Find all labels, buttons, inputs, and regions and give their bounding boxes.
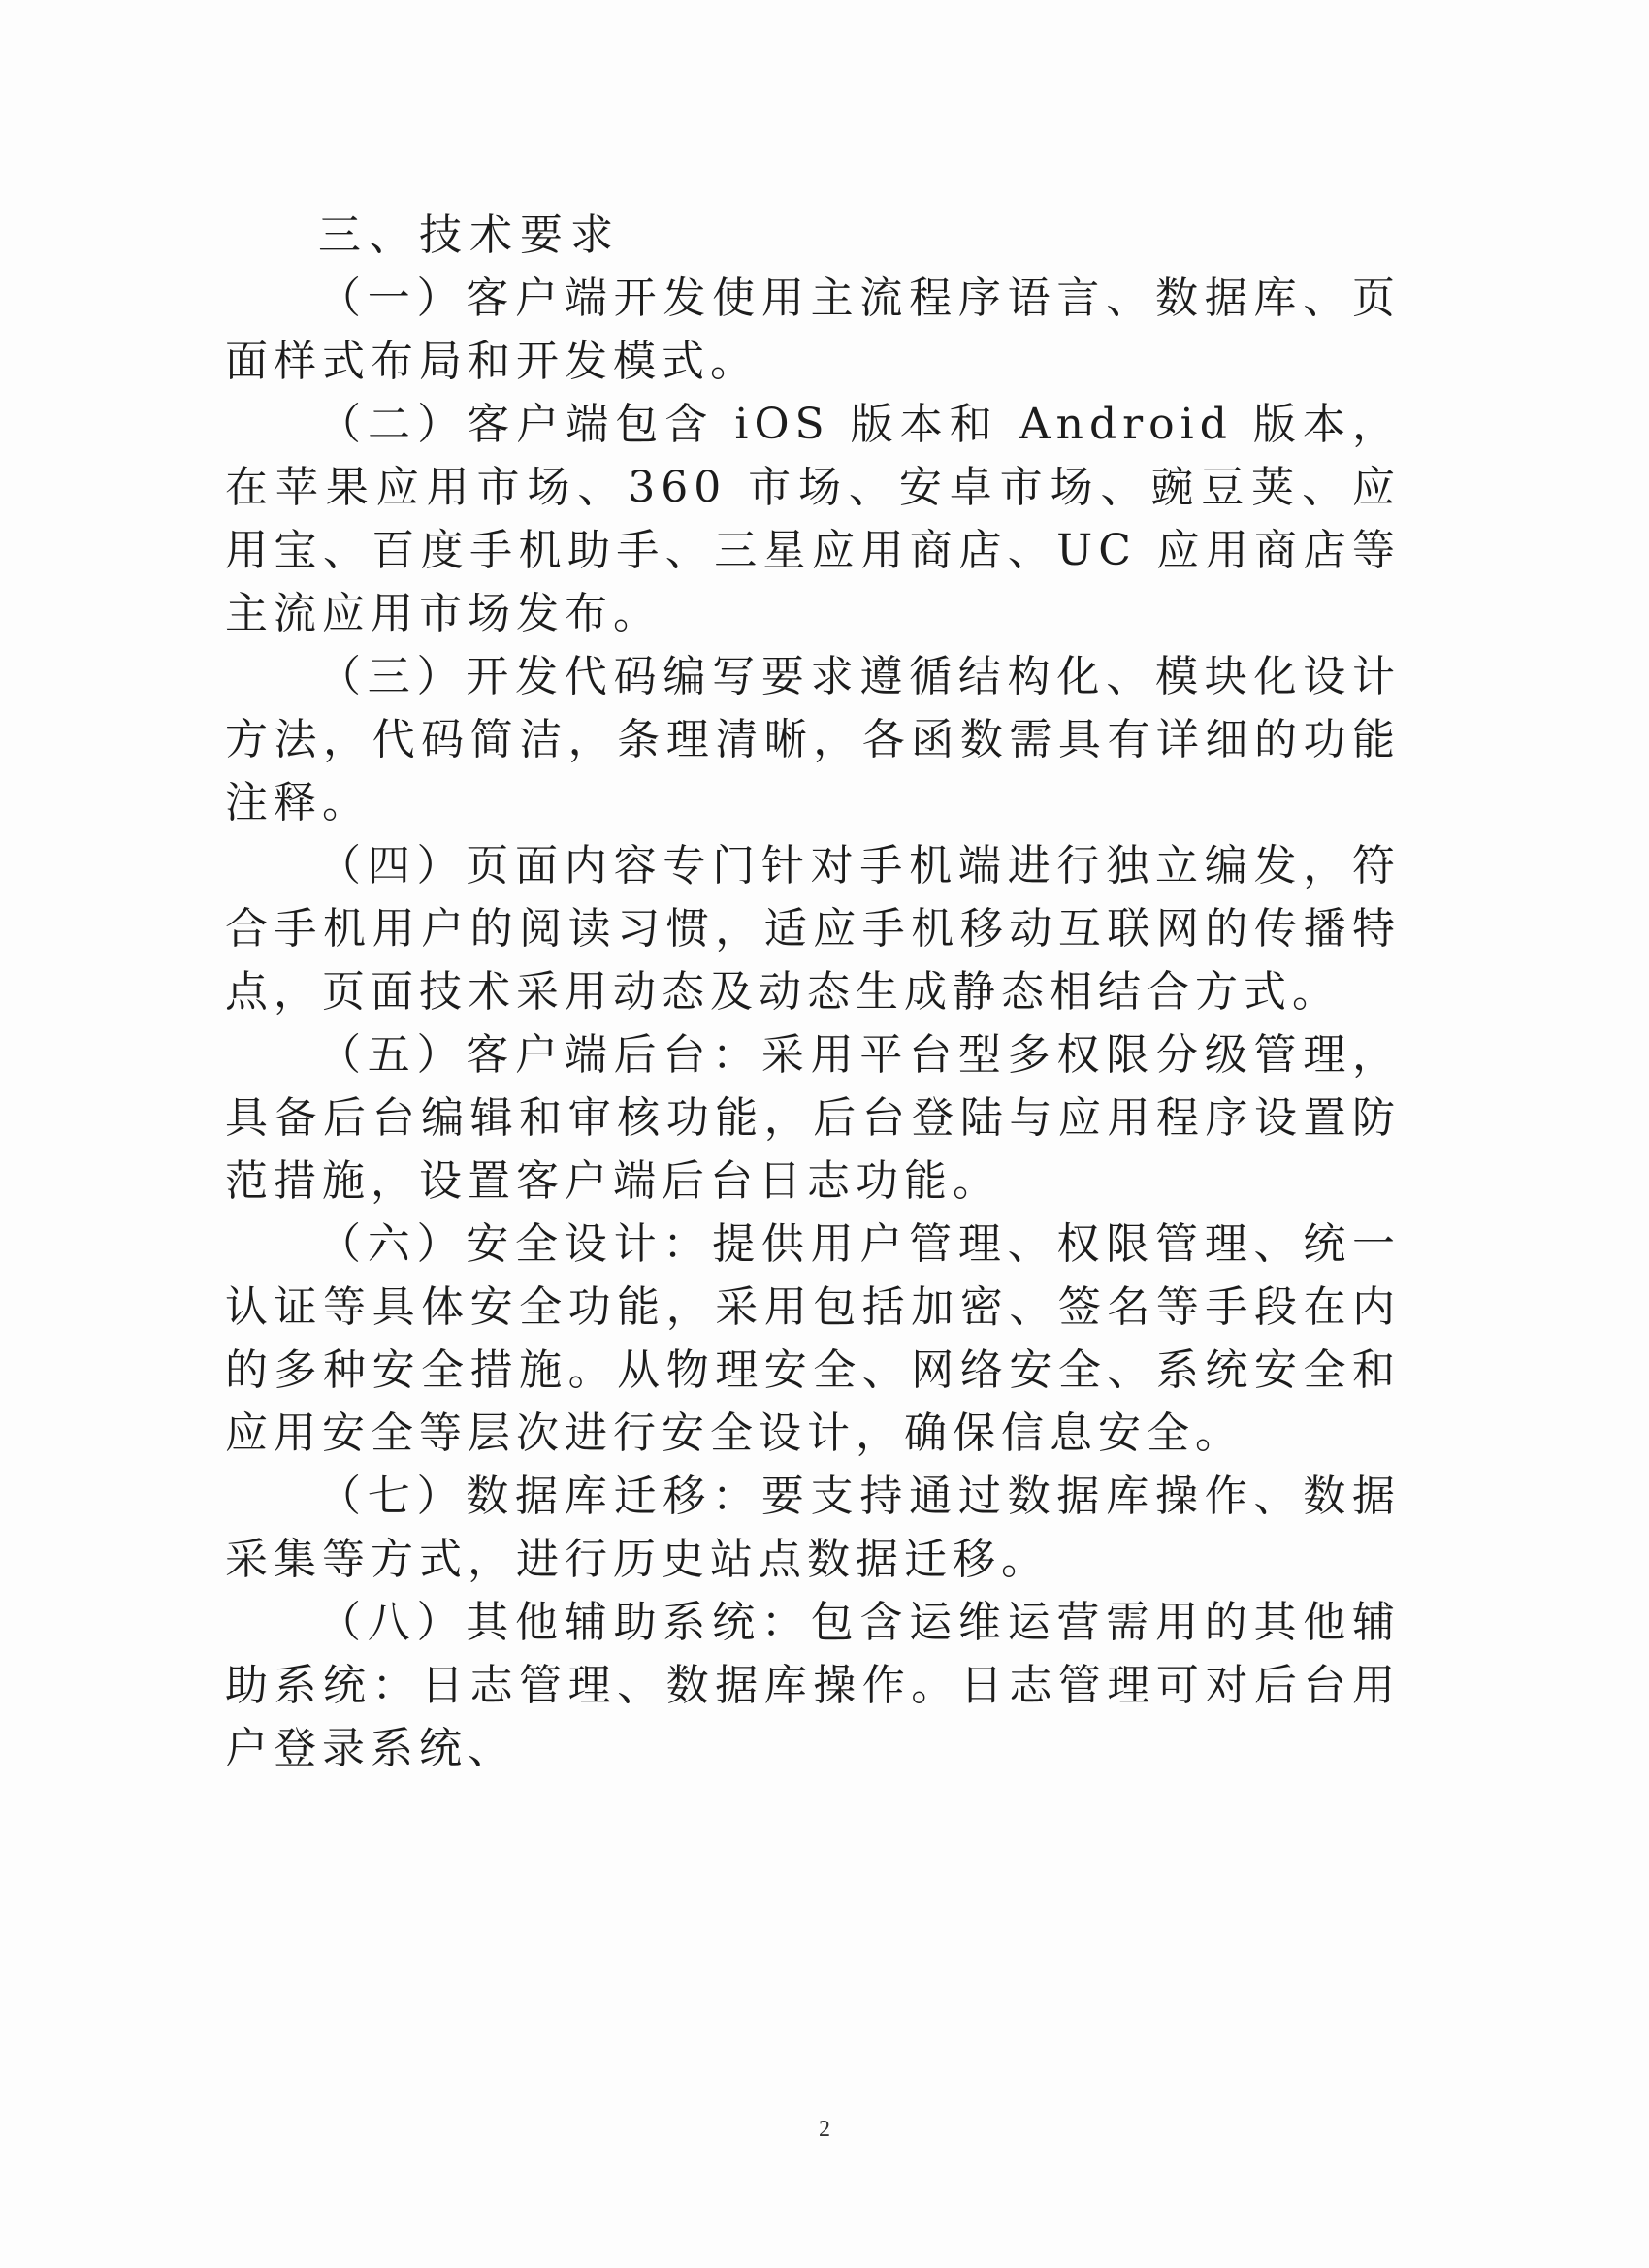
paragraph-2: （二）客户端包含 iOS 版本和 Android 版本，在苹果应用市场、360 市场、安卓市场、豌豆荚、应用宝、百度手机助手、三星应用商店、UC 应用商店等主流应用市场发布。 (225, 400, 1401, 638)
paragraph-3: （三）开发代码编写要求遵循结构化、模块化设计方法，代码简洁，条理清晰，各函数需具有详细的功能注释。 (225, 652, 1401, 827)
paragraph-5: （五）客户端后台：采用平台型多权限分级管理，具备后台编辑和审核功能，后台登陆与应用程序设置防范措施，设置客户端后台日志功能。 (225, 1030, 1401, 1206)
page-number: 2 (819, 2117, 830, 2142)
paragraph-8: （八）其他辅助系统：包含运维运营需用的其他辅助系统：日志管理、数据库操作。日志管理可对后台用户登录系统、 (225, 1598, 1401, 1773)
paragraph-4: （四）页面内容专门针对手机端进行独立编发，符合手机用户的阅读习惯，适应手机移动互联网的传播特点，页面技术采用动态及动态生成静态相结合方式。 (225, 841, 1401, 1017)
paragraph-6: （六）安全设计：提供用户管理、权限管理、统一认证等具体安全功能，采用包括加密、签名等手段在内的多种安全措施。从物理安全、网络安全、系统安全和应用安全等层次进行安全设计，确保信息安全。 (225, 1219, 1401, 1458)
document-body (225, 204, 1401, 1780)
paragraph-7: （七）数据库迁移：要支持通过数据库操作、数据采集等方式，进行历史站点数据迁移。 (225, 1472, 1401, 1584)
paragraph-1: （一）客户端开发使用主流程序语言、数据库、页面样式布局和开发模式。 (225, 274, 1401, 386)
section-heading: 三、技术要求 (318, 211, 621, 260)
